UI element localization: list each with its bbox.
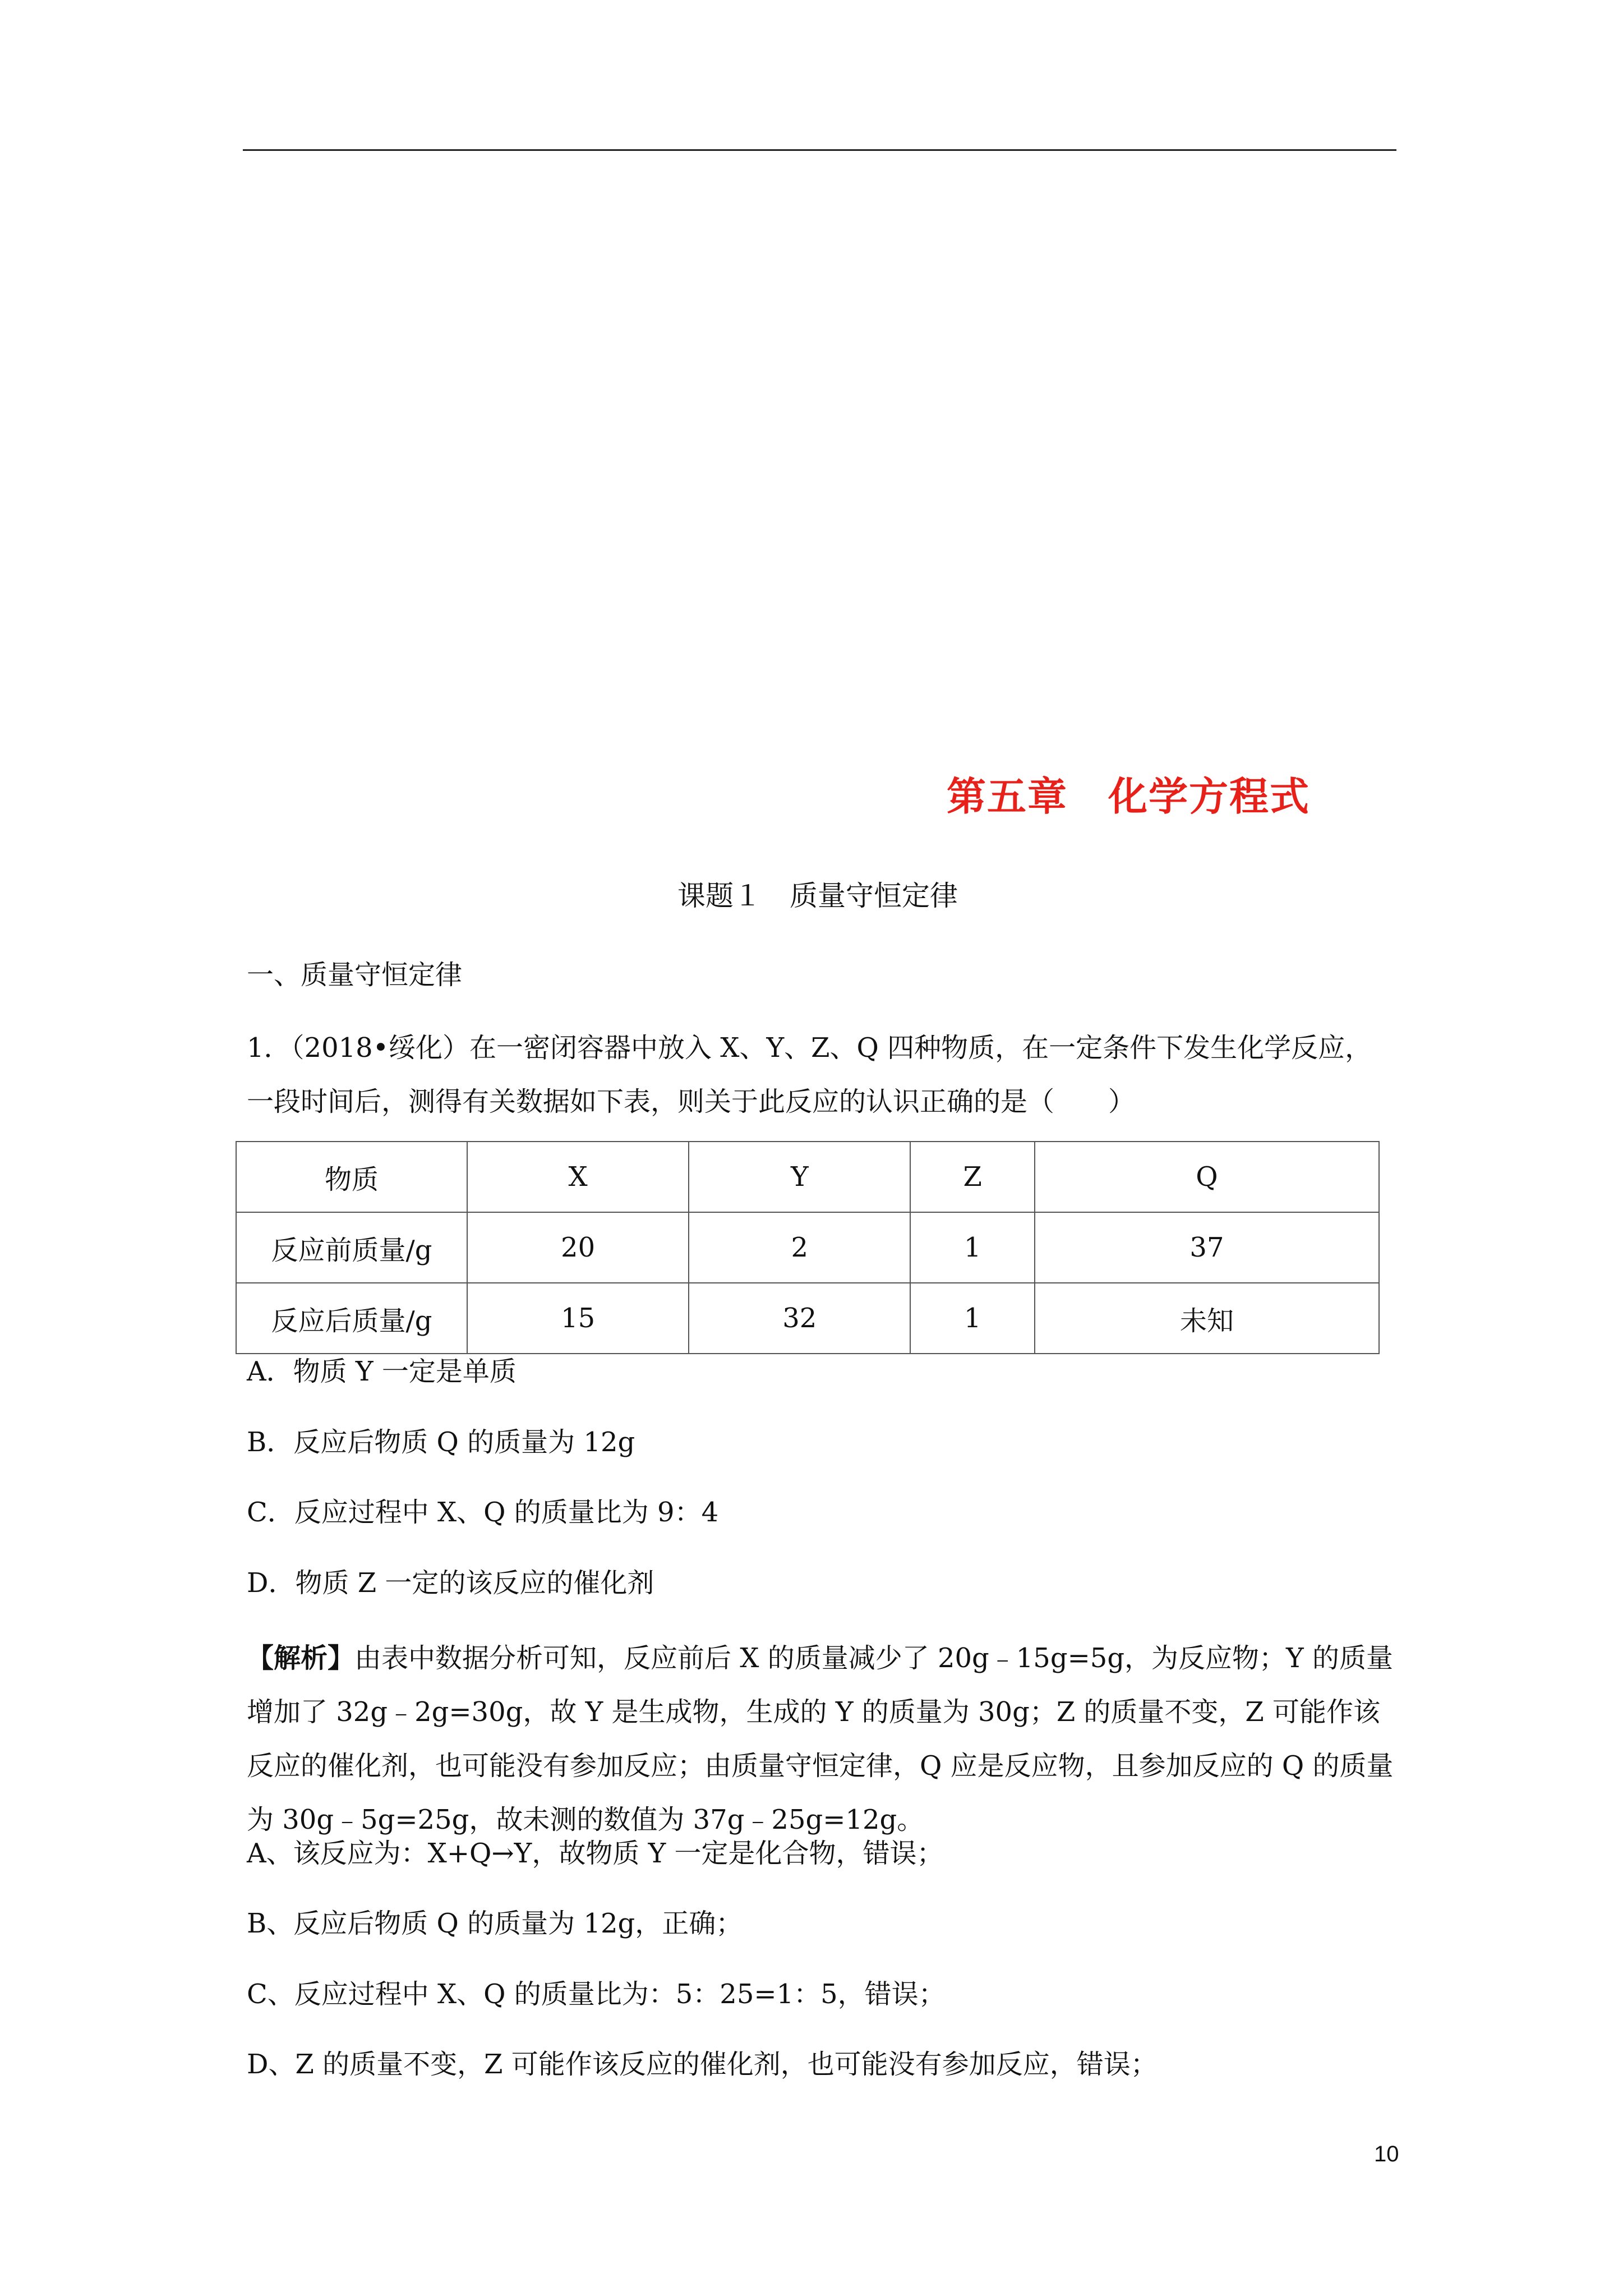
analysis-item-c: C、反应过程中 X、Q 的质量比为：5：25=1：5，错误； (247, 1978, 946, 2010)
section-title: 一、质量守恒定律 (247, 959, 463, 991)
table-cell: 37 (1035, 1212, 1379, 1283)
analysis-tag: 【解析】 (247, 1642, 355, 1674)
analysis-item-d: D、Z 的质量不变，Z 可能作该反应的催化剂，也可能没有参加反应，错误； (247, 2049, 1158, 2080)
analysis-text: 由表中数据分析可知，反应前后 X 的质量减少了 20g﹣15g=5g，为反应物；Y 的质量增加了 32g﹣2g=30g，故 Y 是生成物，生成的 Y 的质量为 30g；Z 的质量不变，Z 可能作该反应的催化剂，也可能没有参加反应；由质量守恒定律，Q 应是反应物，且参加反应的 Q 的质量为 30g﹣5g=25g，故未测的数值为 37g﹣25g=12g。 (247, 1642, 1394, 1835)
table-header-row (236, 1142, 1379, 1212)
analysis-paragraph (247, 1631, 1396, 1847)
table-cell: 32 (689, 1283, 910, 1354)
table-cell: 1 (910, 1212, 1035, 1283)
page-number: 10 (1374, 2142, 1399, 2166)
lesson-title: 课题１ 质量守恒定律 (677, 880, 958, 912)
data-table (236, 1141, 1380, 1354)
table-row (236, 1212, 1379, 1283)
table-header-cell: Z (910, 1142, 1035, 1212)
table-cell: 15 (467, 1283, 689, 1354)
header-rule (243, 149, 1396, 151)
analysis-item-b: B、反应后物质 Q 的质量为 12g，正确； (247, 1908, 743, 1939)
table-row (236, 1283, 1379, 1354)
table-cell: 20 (467, 1212, 689, 1283)
table-header-cell: X (467, 1142, 689, 1212)
table-cell: 未知 (1035, 1283, 1379, 1354)
table-cell: 1 (910, 1283, 1035, 1354)
table-header-cell: Y (689, 1142, 910, 1212)
table-cell: 反应后质量/g (236, 1283, 467, 1354)
option-b: B．反应后物质 Q 的质量为 12g (247, 1427, 635, 1458)
table-cell: 反应前质量/g (236, 1212, 467, 1283)
option-c: C．反应过程中 X、Q 的质量比为 9：4 (247, 1497, 719, 1528)
table-header-cell: Q (1035, 1142, 1379, 1212)
analysis-item-a: A、该反应为：X+Q→Y，故物质 Y 一定是化合物，错误； (247, 1838, 944, 1869)
question-text: 1．（2018•绥化）在一密闭容器中放入 X、Y、Z、Q 四种物质，在一定条件下发生化学反应，一段时间后，测得有关数据如下表，则关于此反应的认识正确的是（ ） (247, 1032, 1372, 1117)
table-header-cell: 物质 (236, 1142, 467, 1212)
option-d: D．物质 Z 一定的该反应的催化剂 (247, 1567, 654, 1599)
chapter-title: 第五章 化学方程式 (947, 773, 1310, 820)
option-a: A．物质 Y 一定是单质 (247, 1356, 517, 1387)
table-cell: 2 (689, 1212, 910, 1283)
